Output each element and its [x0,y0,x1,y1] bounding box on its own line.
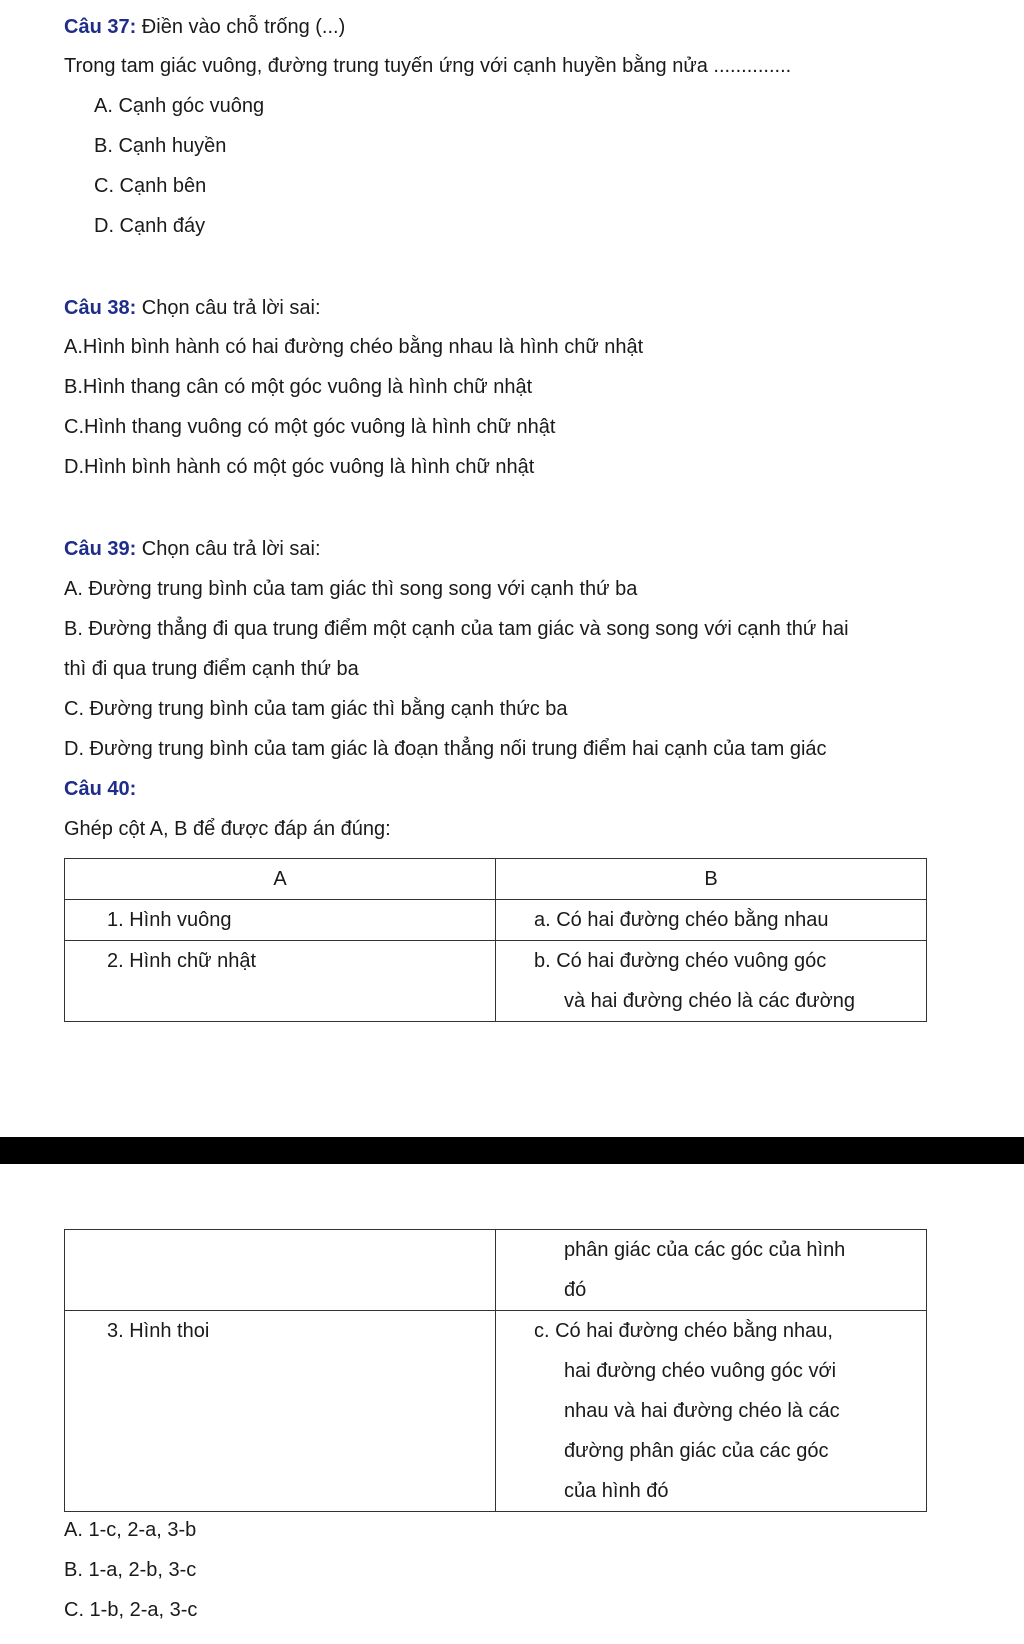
table-row [65,1230,927,1311]
table-row [65,1311,927,1512]
table-header-row [65,859,927,900]
row3-b-line5: của hình đó [564,1480,669,1502]
q40-instruction: Ghép cột A, B để được đáp án đúng: [64,818,391,840]
row2-b-line4: đó [564,1279,587,1301]
q37-title: Câu 37: [64,16,137,38]
table-row [65,900,927,941]
q38-heading [64,295,321,321]
q39-title: Câu 39: [64,538,137,560]
q40-match-table-part2 [64,1229,927,1512]
row2-a: 2. Hình chữ nhật [107,950,257,972]
black-divider-bar [0,1137,1024,1164]
q37-stem: Trong tam giác vuông, đường trung tuyến ứng với cạnh huyền bằng nửa .............. [64,55,792,77]
row1-b: a. Có hai đường chéo bằng nhau [534,909,829,931]
q39-heading [64,536,321,562]
q37-option-b: B. Cạnh huyền [94,135,227,157]
q37-option-d: D. Cạnh đáy [94,215,206,237]
row3-b-line3: nhau và hai đường chéo là các [564,1400,840,1422]
q40-option-a: A. 1-c, 2-a, 3-b [64,1519,197,1541]
q40-option-c: C. 1-b, 2-a, 3-c [64,1599,198,1621]
q39-option-c: C. Đường trung bình của tam giác thì bằng cạnh thức ba [64,698,568,720]
row3-a: 3. Hình thoi [107,1320,210,1342]
q40-option-b: B. 1-a, 2-b, 3-c [64,1559,197,1581]
q37-title-rest: Điền vào chỗ trống (...) [136,16,346,38]
q39-option-d: D. Đường trung bình của tam giác là đoạn thẳng nối trung điểm hai cạnh của tam giác [64,738,827,760]
row3-b-line1: c. Có hai đường chéo bằng nhau, [534,1320,833,1342]
row2-b-line3: phân giác của các góc của hình [564,1239,846,1261]
row1-a: 1. Hình vuông [107,909,232,931]
q37-option-c: C. Cạnh bên [94,175,207,197]
q39-title-rest: Chọn câu trả lời sai: [136,538,321,560]
row2-b-line2: và hai đường chéo là các đường [564,990,855,1012]
q38-option-a: A.Hình bình hành có hai đường chéo bằng nhau là hình chữ nhật [64,336,644,358]
q37-option-a: A. Cạnh góc vuông [94,95,265,117]
column-a-header: A [65,859,496,900]
q39-option-b: B. Đường thẳng đi qua trung điểm một cạnh của tam giác và song song với cạnh thứ hai [64,618,849,640]
row3-b-line2: hai đường chéo vuông góc với [564,1360,837,1382]
row2-b-line1: b. Có hai đường chéo vuông góc [534,950,827,972]
q39-option-b-cont: thì đi qua trung điểm cạnh thứ ba [64,658,359,680]
q38-title-rest: Chọn câu trả lời sai: [136,297,321,319]
table-row [65,941,927,1022]
q38-title: Câu 38: [64,297,137,319]
q38-option-d: D.Hình bình hành có một góc vuông là hình chữ nhật [64,456,535,478]
row3-b-line4: đường phân giác của các góc [564,1440,829,1462]
q38-option-c: C.Hình thang vuông có một góc vuông là hình chữ nhật [64,416,556,438]
q40-match-table-part1 [64,858,927,1022]
column-b-header: B [496,859,927,900]
q39-option-a: A. Đường trung bình của tam giác thì song song với cạnh thứ ba [64,578,638,600]
q37-heading [64,14,345,40]
q38-option-b: B.Hình thang cân có một góc vuông là hình chữ nhật [64,376,533,398]
page-bottom-edge [0,1626,1024,1644]
q40-title: Câu 40: [64,778,137,800]
